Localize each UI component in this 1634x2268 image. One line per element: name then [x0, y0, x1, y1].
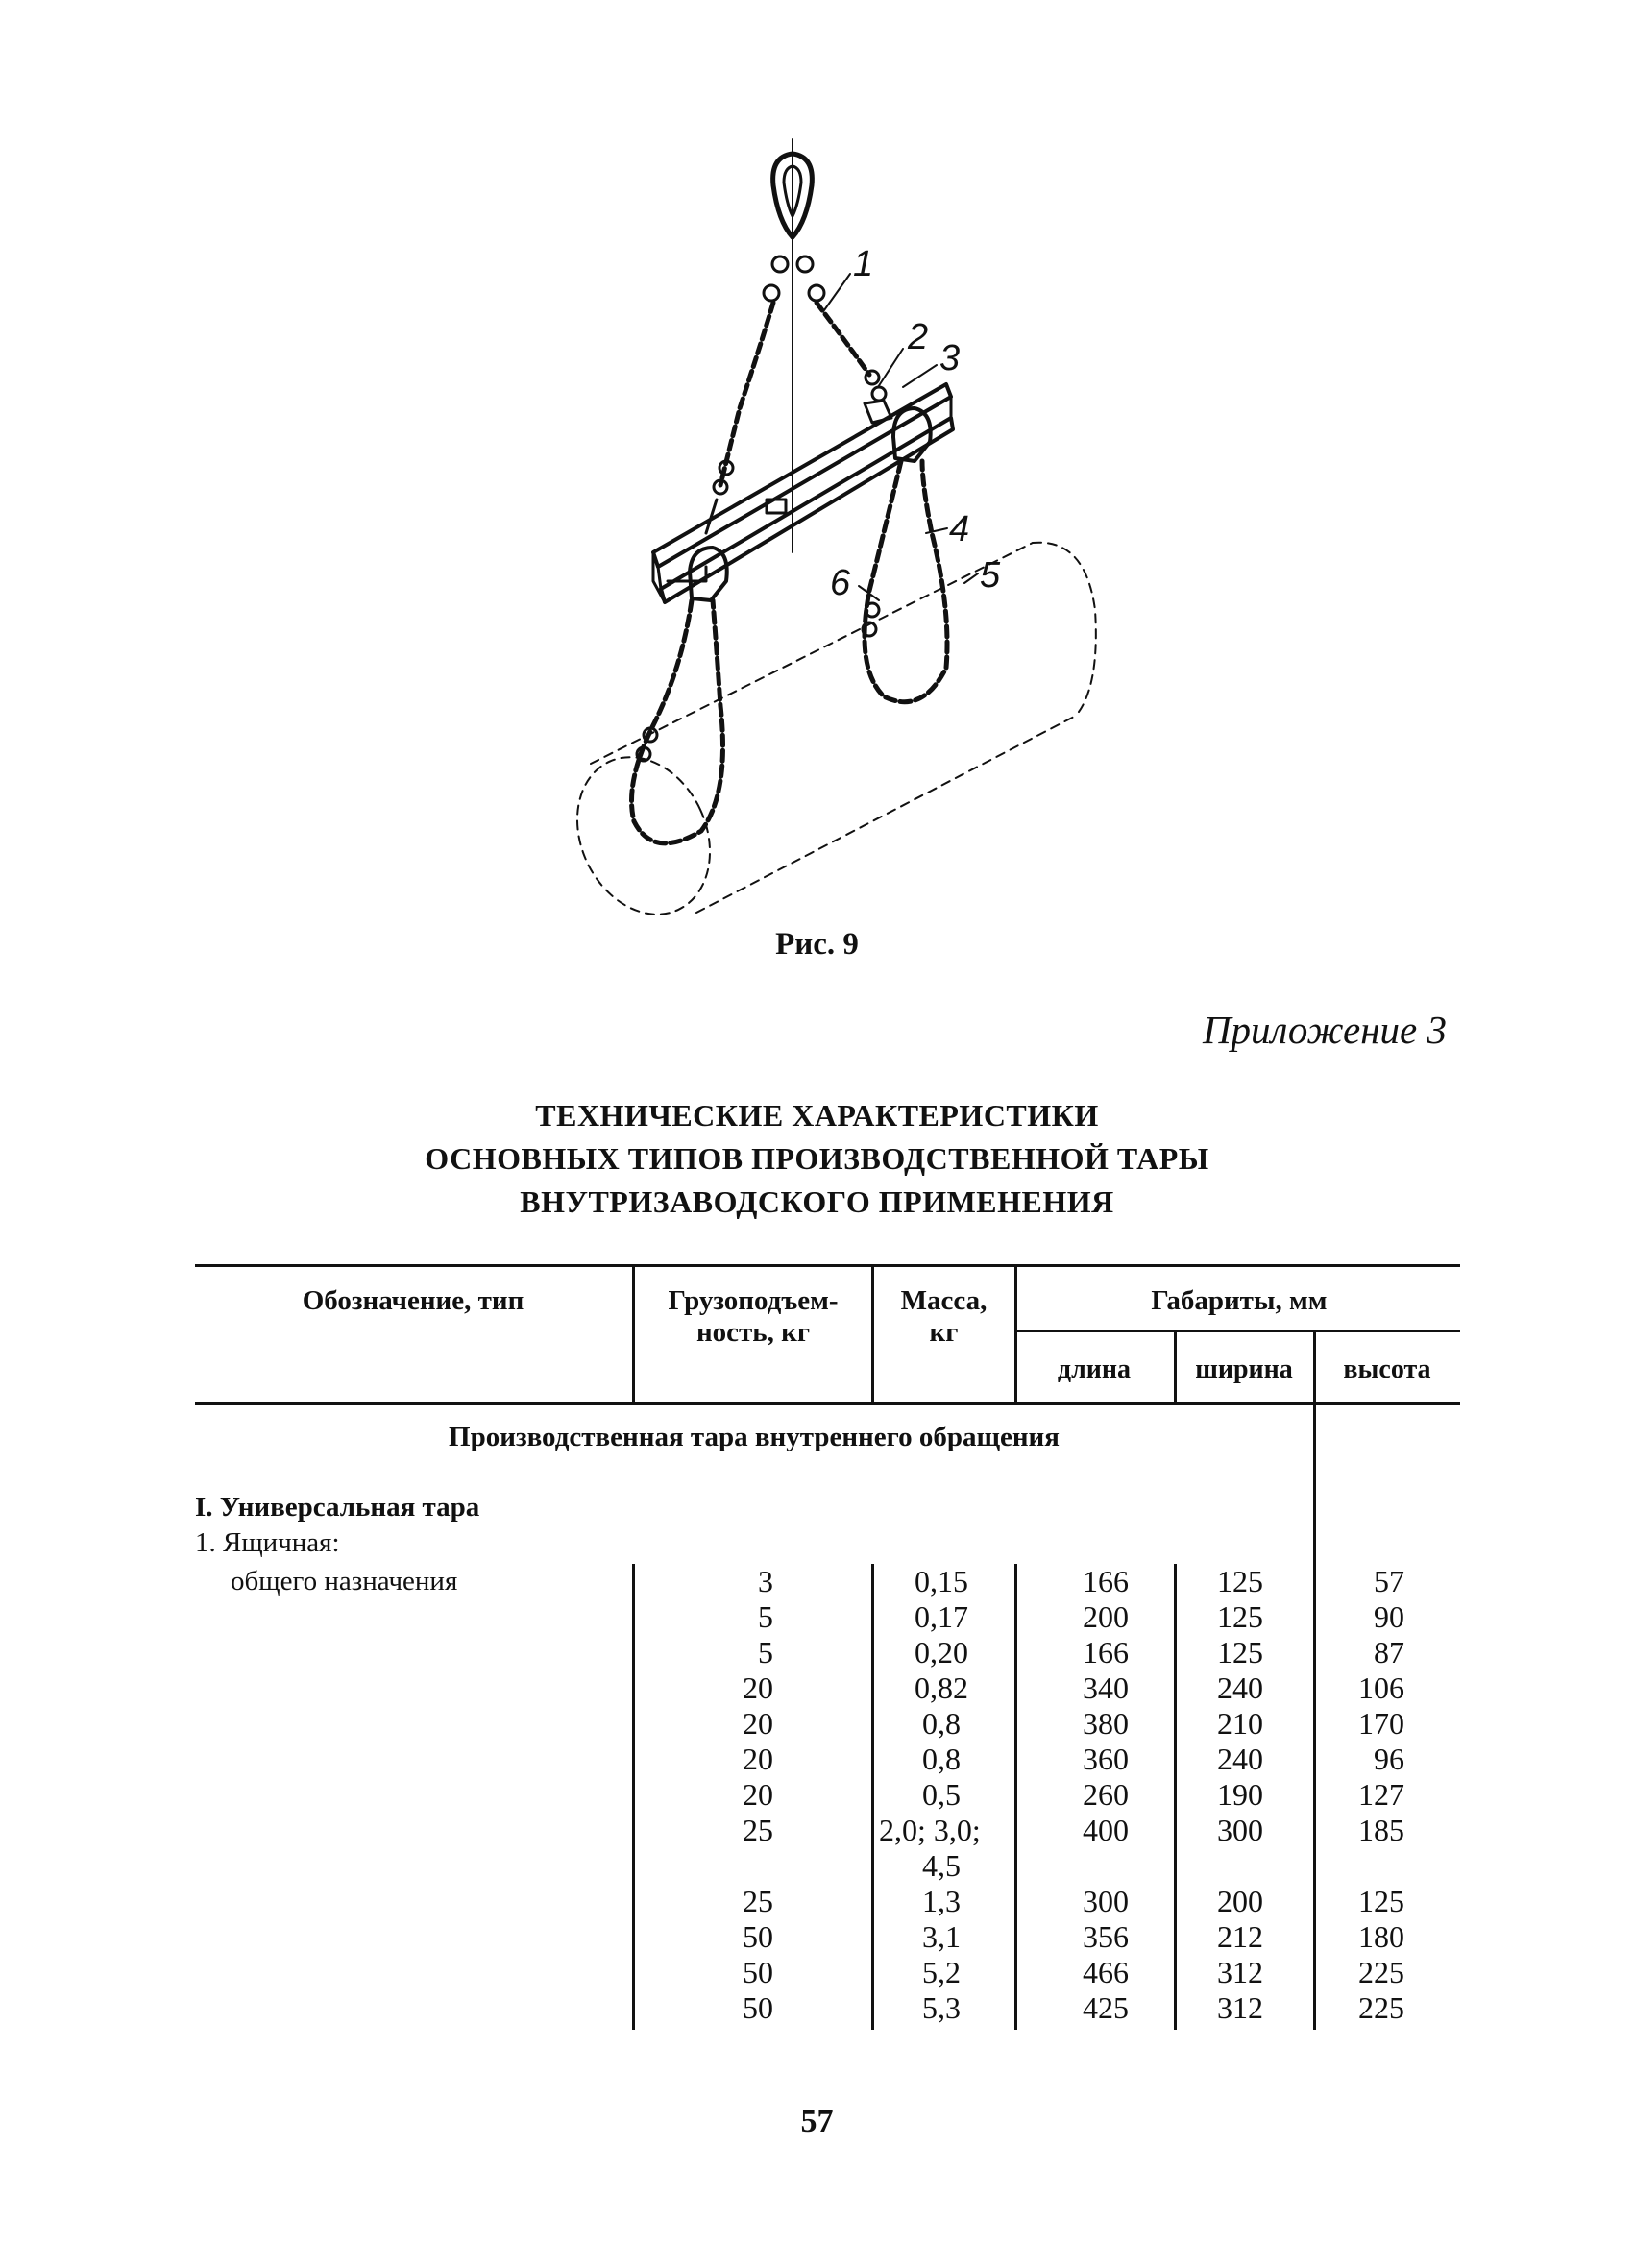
page-number: 57: [800, 2104, 834, 2139]
figure-caption: Рис. 9: [775, 927, 859, 962]
callout-5: 5: [980, 555, 1001, 596]
appendix-label: Приложение 3: [1202, 1008, 1447, 1052]
cell-height: 87: [1374, 1635, 1404, 1670]
cell-height: 185: [1358, 1813, 1404, 1847]
cell-length: 340: [1083, 1671, 1129, 1705]
table-row: [0, 1884, 1634, 1919]
table-row: [0, 1635, 1634, 1671]
cell-width: 125: [1217, 1599, 1263, 1634]
cell-capacity: 50: [743, 1955, 773, 1989]
cell-length: 466: [1083, 1955, 1129, 1989]
cell-width: 312: [1217, 1955, 1263, 1989]
cell-capacity: 20: [743, 1706, 773, 1741]
cell-length: 260: [1083, 1777, 1129, 1812]
cell-height: 106: [1358, 1671, 1404, 1705]
callout-2: 2: [908, 317, 929, 357]
cell-length: 356: [1083, 1919, 1129, 1954]
cell-length: 200: [1083, 1599, 1129, 1634]
cell-mass: 3,1: [922, 1919, 961, 1954]
cell-width: 190: [1217, 1777, 1263, 1812]
callout-1: 1: [853, 244, 874, 284]
cell-length: 360: [1083, 1742, 1129, 1776]
table-row: [0, 1706, 1634, 1742]
section-title: Производственная тара внутреннего обращения: [449, 1422, 1060, 1452]
table-row: [0, 1599, 1634, 1635]
cell-capacity: 20: [743, 1742, 773, 1776]
cell-height: 225: [1358, 1990, 1404, 2025]
cell-length: 425: [1083, 1990, 1129, 2025]
cell-length: 380: [1083, 1706, 1129, 1741]
cell-height: 125: [1358, 1884, 1404, 1918]
cell-width: 300: [1217, 1813, 1263, 1847]
header-capacity-line-1: Грузоподъем-: [668, 1285, 839, 1316]
cell-height: 90: [1374, 1599, 1404, 1634]
cell-mass: 0,8: [922, 1742, 961, 1776]
header-dimensions: Габариты, мм: [1151, 1285, 1328, 1316]
table-row: [0, 1671, 1634, 1706]
cell-height: 57: [1374, 1564, 1404, 1598]
cell-mass: 2,0; 3,0;: [879, 1813, 981, 1847]
header-width: ширина: [1195, 1354, 1293, 1384]
cell-mass: 0,17: [915, 1599, 968, 1634]
cell-capacity: 50: [743, 1919, 773, 1954]
table-row: [0, 1813, 1634, 1884]
cell-width: 212: [1217, 1919, 1263, 1954]
cell-capacity: 5: [758, 1635, 773, 1670]
table-title-line-3: ВНУТРИЗАВОДСКОГО ПРИМЕНЕНИЯ: [520, 1184, 1114, 1219]
cell-height: 170: [1358, 1706, 1404, 1741]
cell-width: 312: [1217, 1990, 1263, 2025]
cell-mass: 0,5: [922, 1777, 961, 1812]
cell-capacity: 25: [743, 1813, 773, 1847]
table-top-rule: [195, 1264, 1460, 1267]
cell-mass: 1,3: [922, 1884, 961, 1918]
cell-capacity: 20: [743, 1671, 773, 1705]
cell-capacity: 5: [758, 1599, 773, 1634]
table-row: [0, 1990, 1634, 2026]
callout-3: 3: [939, 338, 961, 378]
table-title-line-2: ОСНОВНЫХ ТИПОВ ПРОИЗВОДСТВЕННОЙ ТАРЫ: [425, 1141, 1209, 1176]
cell-width: 240: [1217, 1742, 1263, 1776]
cell-width: 240: [1217, 1671, 1263, 1705]
header-capacity: [636, 1285, 870, 1349]
cell-width: 125: [1217, 1635, 1263, 1670]
cell-width: 210: [1217, 1706, 1263, 1741]
cell-capacity: 3: [758, 1564, 773, 1598]
cell-width: 125: [1217, 1564, 1263, 1598]
cell-mass: 0,15: [915, 1564, 968, 1598]
cell-height: 96: [1374, 1742, 1404, 1776]
cell-mass-continued: 4,5: [922, 1848, 961, 1883]
cell-height: 127: [1358, 1777, 1404, 1812]
subgroup-title: 1. Ящичная:: [195, 1527, 340, 1558]
item-label: общего назначения: [231, 1566, 458, 1597]
header-capacity-line-2: ность, кг: [695, 1317, 811, 1348]
table-row: [0, 1564, 1634, 1599]
table-title-line-1: ТЕХНИЧЕСКИЕ ХАРАКТЕРИСТИКИ: [535, 1098, 1099, 1133]
header-mass-line-1: Масса,: [900, 1285, 988, 1316]
header-height: высота: [1343, 1354, 1431, 1384]
header-mass-line-2: кг: [929, 1317, 959, 1348]
table-row: [0, 1777, 1634, 1813]
table-row: [0, 1955, 1634, 1990]
dimensions-rule: [1014, 1330, 1460, 1332]
header-length: длина: [1057, 1354, 1132, 1384]
cell-mass: 5,3: [922, 1990, 961, 2025]
cell-length: 166: [1083, 1564, 1129, 1598]
callout-4: 4: [949, 509, 970, 549]
header-mass: [874, 1285, 1013, 1349]
cell-height: 180: [1358, 1919, 1404, 1954]
cell-capacity: 25: [743, 1884, 773, 1918]
lifting-traverse-figure: [500, 130, 1105, 932]
cell-mass: 5,2: [922, 1955, 961, 1989]
header-designation: Обозначение, тип: [302, 1285, 524, 1316]
cell-height: 225: [1358, 1955, 1404, 1989]
cell-mass: 0,20: [915, 1635, 968, 1670]
col-rule-1: [632, 1264, 635, 1404]
cell-length: 300: [1083, 1884, 1129, 1918]
cell-length: 400: [1083, 1813, 1129, 1847]
cell-length: 166: [1083, 1635, 1129, 1670]
table-row: [0, 1742, 1634, 1777]
table-row: [0, 1919, 1634, 1955]
cell-mass: 0,8: [922, 1706, 961, 1741]
header-bottom-rule: [195, 1402, 1460, 1405]
cell-capacity: 20: [743, 1777, 773, 1812]
cell-capacity: 50: [743, 1990, 773, 2025]
cell-width: 200: [1217, 1884, 1263, 1918]
callout-6: 6: [830, 563, 851, 603]
group-title: I. Универсальная тара: [195, 1492, 480, 1523]
cell-mass: 0,82: [915, 1671, 968, 1705]
